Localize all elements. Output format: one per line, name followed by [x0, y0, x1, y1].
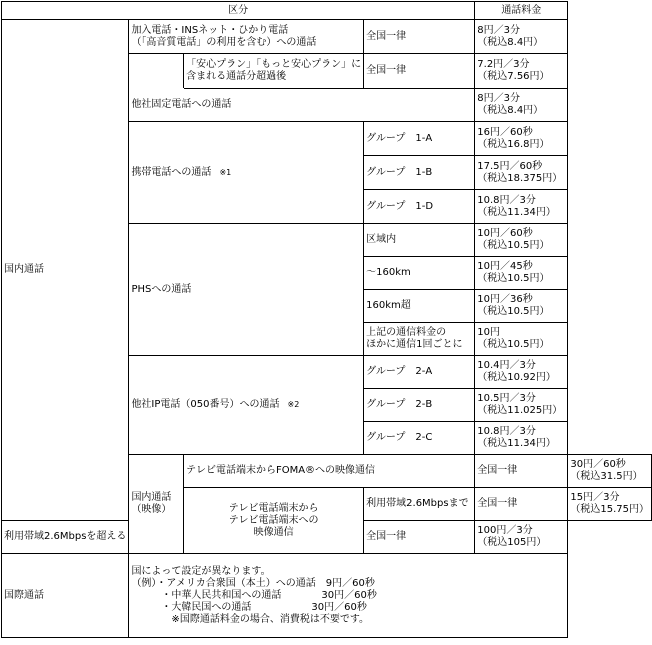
- tv-label: テレビ電話端末から テレビ電話端末への 映像通信: [184, 488, 364, 554]
- intl-label: 国際通話: [2, 554, 129, 638]
- phs-fee: 10円／36秒 （税込10.5円）: [475, 290, 568, 323]
- mobile-group: グループ 1-A: [364, 122, 475, 156]
- intl-detail: 国によって設定が異なります。 （例）・アメリカ合衆国（本土）への通話 9円／60秒 ・中華人民共和国への通話 30円／60秒 ・大韓民国への通話 30円／60秒 ※国際通話料金の場合、消費税は不要です。: [129, 554, 568, 638]
- tv-fee: 100円／3分 （税込105円）: [475, 521, 568, 554]
- foma-scope: 全国一律: [475, 455, 568, 488]
- domestic-label: 国内通話: [2, 20, 129, 521]
- ip-group: グループ 2-B: [364, 389, 475, 422]
- fixed-sub-fee: 7.2円／3分 （税込7.56円）: [475, 54, 568, 89]
- phs-fee: 10円／60秒 （税込10.5円）: [475, 224, 568, 257]
- mobile-fee: 17.5円／60秒 （税込18.375円）: [475, 156, 568, 190]
- phs-extra-fee: 10円 （税込10.5円）: [475, 323, 568, 356]
- call-rate-table: [1, 1, 652, 638]
- mobile-group: グループ 1-D: [364, 190, 475, 224]
- phs-group: 160km超: [364, 290, 475, 323]
- header-fee: 通話料金: [475, 2, 568, 20]
- tv-fee: 15円／3分 （税込15.75円）: [568, 488, 652, 521]
- fixed-label: 加入電話・INSネット・ひかり電話 （「高音質電話」の利用を含む）への通話: [129, 20, 364, 54]
- phs-group: 区域内: [364, 224, 475, 257]
- mobile-label: 携帯電話への通話 ※1: [129, 122, 364, 224]
- mobile-fee: 10.8円／3分 （税込11.34円）: [475, 190, 568, 224]
- header-category: 区分: [2, 2, 475, 20]
- foma-fee: 30円／60秒 （税込31.5円）: [568, 455, 652, 488]
- ip-fee: 10.4円／3分 （税込10.92円）: [475, 356, 568, 389]
- fixed-scope: 全国一律: [364, 20, 475, 54]
- fixed-sub-label: 「安心プラン」「もっと安心プラン」に 含まれる通話分超過後: [184, 54, 364, 89]
- ip-group: グループ 2-C: [364, 422, 475, 455]
- mobile-group: グループ 1-B: [364, 156, 475, 190]
- fixed-fee: 8円／3分 （税込8.4円）: [475, 20, 568, 54]
- phs-group: ～160km: [364, 257, 475, 290]
- tv-scope: 全国一律: [475, 488, 568, 521]
- fixed-sub-scope: 全国一律: [364, 54, 475, 89]
- ip-fee: 10.8円／3分 （税込11.34円）: [475, 422, 568, 455]
- ip-group: グループ 2-A: [364, 356, 475, 389]
- ip-fee: 10.5円／3分 （税込11.025円）: [475, 389, 568, 422]
- phs-fee: 10円／45秒 （税込10.5円）: [475, 257, 568, 290]
- phs-label: PHSへの通話: [129, 224, 364, 356]
- video-label: 国内通話 （映像）: [129, 455, 184, 554]
- other-fixed-label: 他社固定電話への通話: [129, 89, 475, 122]
- mobile-fee: 16円／60秒 （税込16.8円）: [475, 122, 568, 156]
- tv-band: 利用帯域2.6Mbpsまで: [364, 488, 475, 521]
- tv-scope: 全国一律: [364, 521, 475, 554]
- phs-extra-label: 上記の通信料金の ほかに通信1回ごとに: [364, 323, 475, 356]
- tv-band: 利用帯域2.6Mbpsを超える: [2, 521, 129, 554]
- ip-label: 他社IP電話（050番号）への通話 ※2: [129, 356, 364, 455]
- foma-label: テレビ電話端末からFOMA®への映像通信: [184, 455, 475, 488]
- fixed-sub-spacer: [129, 54, 184, 89]
- other-fixed-fee: 8円／3分 （税込8.4円）: [475, 89, 568, 122]
